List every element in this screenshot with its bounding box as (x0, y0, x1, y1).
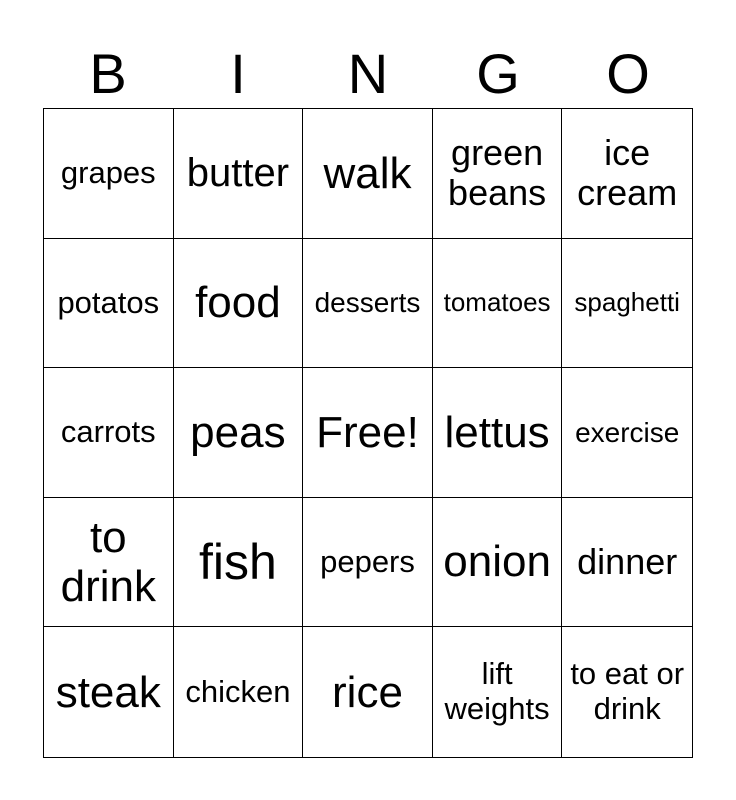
header-letter-i: I (230, 42, 246, 105)
bingo-cell: food (174, 239, 304, 369)
bingo-cell: steak (44, 627, 174, 757)
bingo-cell: to drink (44, 498, 174, 628)
bingo-cell: peas (174, 368, 304, 498)
bingo-cell: ice cream (562, 109, 692, 239)
bingo-cell: carrots (44, 368, 174, 498)
bingo-cell free-space: Free! (303, 368, 433, 498)
bingo-cell: chicken (174, 627, 304, 757)
bingo-cell: tomatoes (433, 239, 563, 369)
bingo-cell: fish (174, 498, 304, 628)
header-letter-o: O (606, 42, 650, 105)
bingo-cell: lettus (433, 368, 563, 498)
header-letter-n: N (347, 42, 389, 105)
bingo-cell: onion (433, 498, 563, 628)
bingo-cell: walk (303, 109, 433, 239)
bingo-cell: butter (174, 109, 304, 239)
bingo-cell: grapes (44, 109, 174, 239)
header-letter-b: B (89, 42, 127, 105)
bingo-cell: potatos (44, 239, 174, 369)
bingo-cell: rice (303, 627, 433, 757)
bingo-cell: to eat or drink (570, 656, 685, 727)
bingo-cell: desserts (303, 239, 433, 369)
bingo-cell: pepers (303, 498, 433, 628)
bingo-header (43, 40, 693, 108)
bingo-cell: lift weights (433, 627, 563, 757)
header-letter-g: G (476, 42, 520, 105)
bingo-cell: green beans (433, 109, 563, 239)
bingo-board (43, 108, 693, 758)
bingo-cell: dinner (562, 498, 692, 628)
bingo-cell: spaghetti (562, 239, 692, 369)
bingo-cell: exercise (562, 368, 692, 498)
